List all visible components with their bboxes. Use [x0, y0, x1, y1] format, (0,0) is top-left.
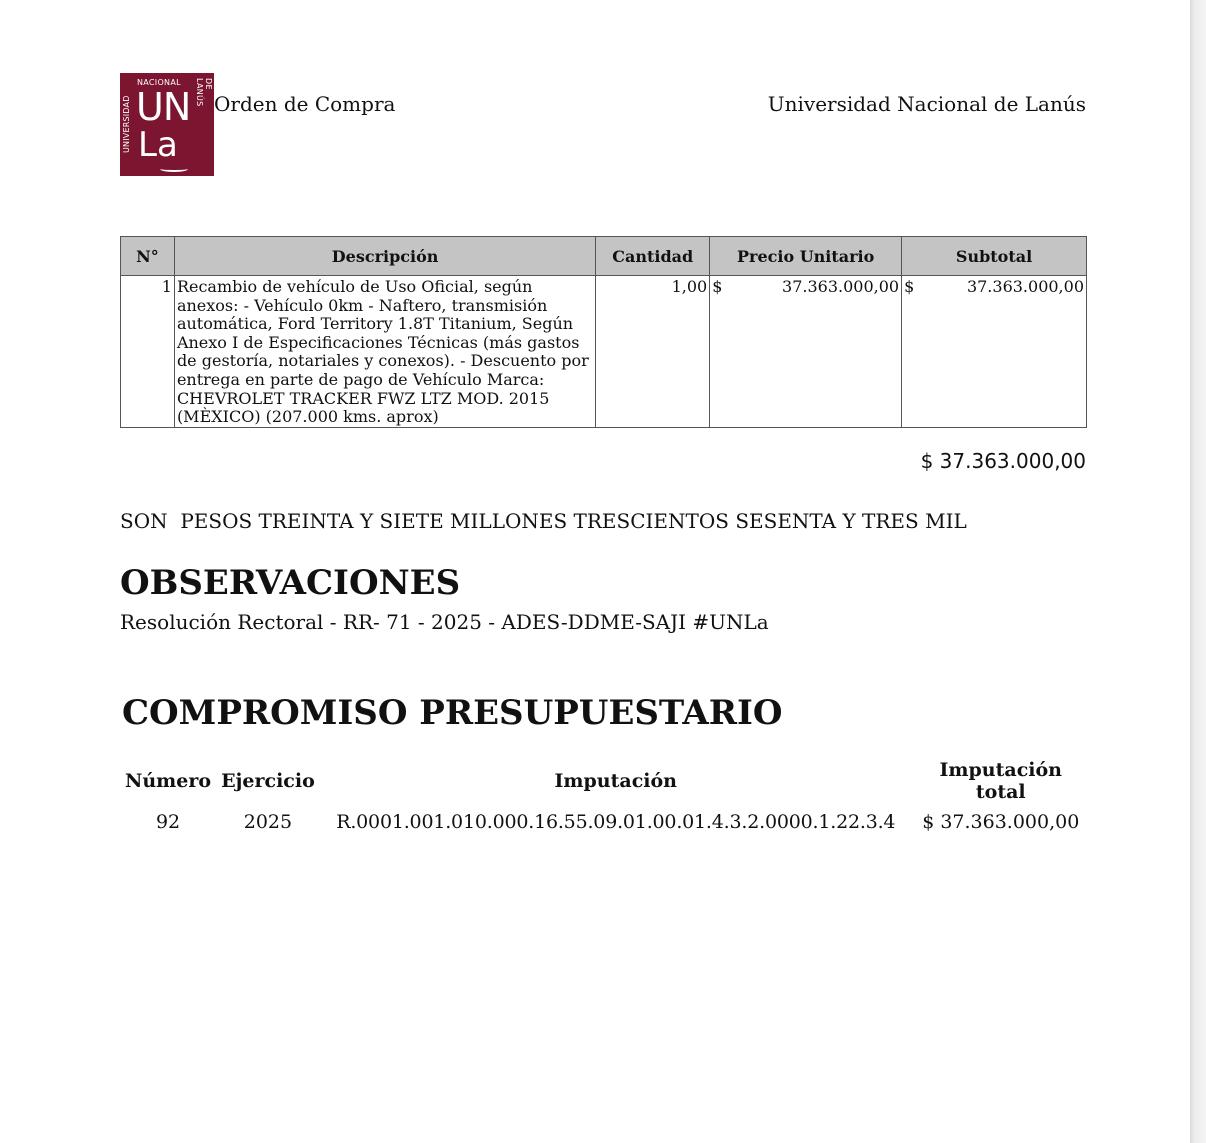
logo-swoosh-icon	[160, 166, 188, 172]
item-unit-price: 37.363.000,00	[782, 277, 900, 296]
table-row	[120, 807, 1090, 837]
item-subtotal: 37.363.000,00	[966, 277, 1084, 296]
items-table	[120, 236, 1087, 428]
budget-header-imputacion-total: Imputación total	[939, 759, 1062, 803]
budget-ejercicio: 2025	[243, 811, 293, 833]
item-subtotal-cell	[902, 276, 1087, 428]
budget-header-numero: Número	[125, 770, 212, 792]
item-unit-price-cell	[710, 276, 902, 428]
observations-text: Resolución Rectoral - RR- 71 - 2025 - ADES-DDME-SAJI #UNLa	[120, 610, 769, 634]
budget-header-imputacion: Imputación	[554, 770, 677, 792]
page-edge-shadow	[1186, 0, 1206, 1143]
item-subtotal-currency: $	[904, 277, 915, 296]
header-subtotal: Subtotal	[902, 237, 1087, 276]
logo-side-right-text: DE LANÚS	[195, 78, 213, 107]
header-num: N°	[121, 237, 175, 276]
logo-side-left-text: UNIVERSIDAD	[122, 95, 131, 153]
budget-numero: 92	[155, 811, 181, 833]
logo-un-text: UN	[136, 85, 191, 129]
unla-logo	[120, 73, 214, 176]
budget-header-ejercicio: Ejercicio	[221, 770, 315, 792]
budget-header-row	[120, 755, 1090, 807]
logo-la-text: La	[138, 125, 178, 165]
budget-table	[120, 755, 1090, 837]
item-unit-price-currency: $	[712, 277, 723, 296]
budget-imputacion: R.0001.001.010.000.16.55.09.01.00.01.4.3.2.0000.1.22.3.4	[336, 811, 896, 833]
item-description: Recambio de vehículo de Uso Oficial, según anexos: - Vehículo 0km - Naftero, transmisión automática, Ford Territory 1.8T Titanium, Según Anexo I de Especificaciones Técnicas (más gastos de gestoría, notariales y conexos). - Descuento por entrega en parte de pago de Vehículo Marca: CHEVROLET TRACKER FWZ LTZ MOD. 2015 (MÈXICO) (207.000 kms. aprox)	[174, 276, 595, 428]
item-num: 1	[121, 276, 175, 428]
header-quantity: Cantidad	[596, 237, 710, 276]
order-total: $ 37.363.000,00	[920, 449, 1086, 473]
institution-name: Universidad Nacional de Lanús	[767, 92, 1086, 116]
budget-commitment-title: COMPROMISO PRESUPUESTARIO	[122, 693, 783, 733]
header-unit-price: Precio Unitario	[710, 237, 902, 276]
logo-top-text: NACIONAL	[137, 78, 181, 87]
item-quantity: 1,00	[596, 276, 710, 428]
budget-imputacion-total: $ 37.363.000,00	[922, 811, 1080, 833]
table-row	[121, 276, 1087, 428]
observations-title: OBSERVACIONES	[120, 563, 461, 603]
header-description: Descripción	[174, 237, 595, 276]
amount-in-words: SON PESOS TREINTA Y SIETE MILLONES TRESCIENTOS SESENTA Y TRES MIL	[120, 509, 967, 533]
document-type: Orden de Compra	[214, 92, 396, 116]
items-table-header-row	[121, 237, 1087, 276]
